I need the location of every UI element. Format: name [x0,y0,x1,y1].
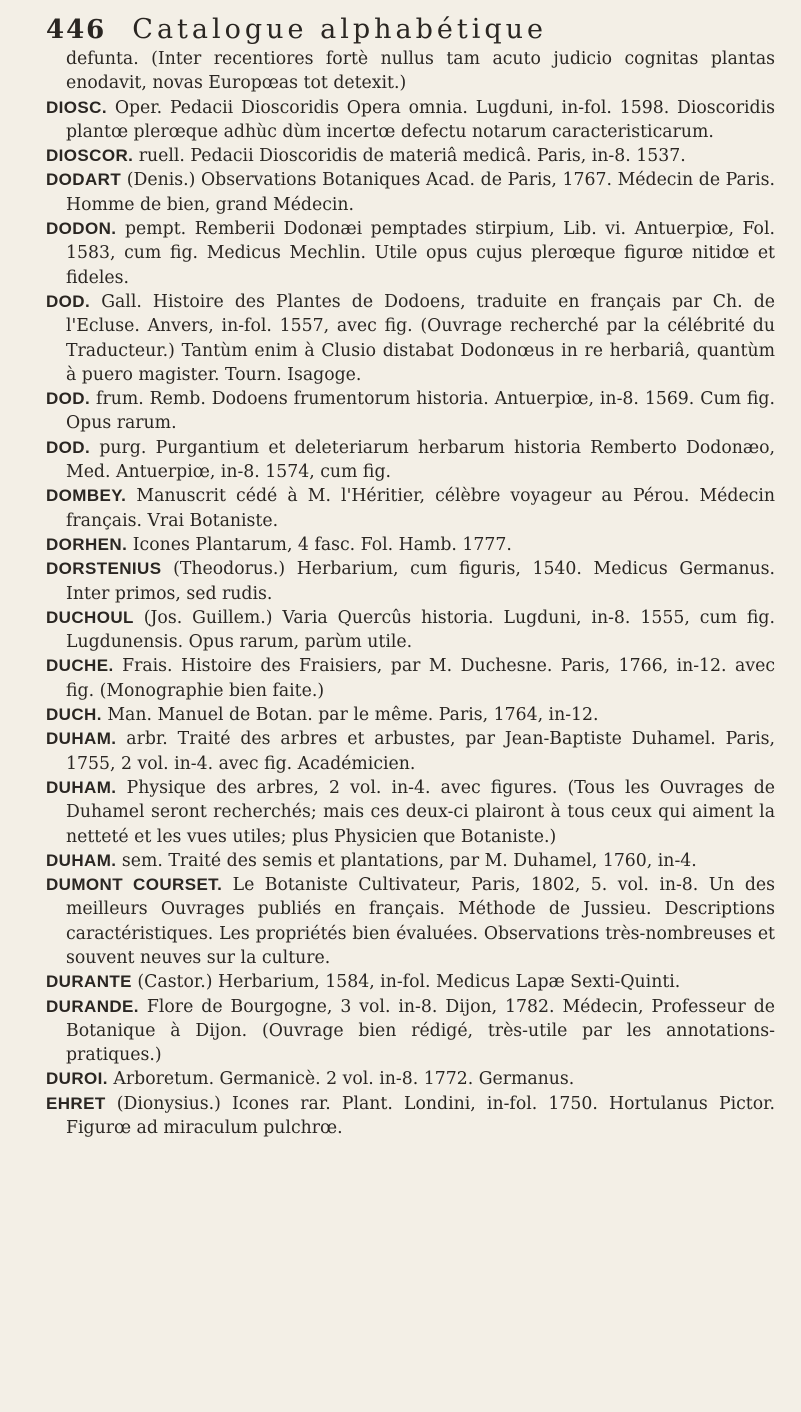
entry-heading: DODART [46,170,122,190]
entry-text: (Jos. Guillem.) Varia Quercûs historia. Lugduni, in-8. 1555, cum fig. Lugdunensis. Opus rarum, parùm utile. [66,607,775,653]
entry-heading: DOMBEY. [46,486,127,506]
entry-heading: DODON. [46,219,117,239]
entry-text: Manuscrit cédé à M. l'Héritier, célèbre voyageur au Pérou. Médecin français. Vrai Botaniste. [66,486,776,531]
running-title: Catalogue alphabétique [132,14,548,45]
entry-dodart [46,168,775,217]
entry-text: (Castor.) Herbarium, 1584, in-fol. Medicus Lapæ Sexti-Quinti. [137,972,681,993]
page-number: 446 [46,15,107,45]
entry-durande [46,995,775,1068]
entry-text: Flore de Bourgogne, 3 vol. in-8. Dijon, 1782. Médecin, Professeur de Botanique à Dijon. (Ouvrage bien rédigé, très-utile par les annotations-pratiques.) [66,996,775,1066]
entry-dumont-courset [46,873,775,970]
entry-dorhen [46,533,775,557]
entry-text: purg. Purgantium et deleteriarum herbarum historia Remberto Dodonæo, Med. Antuerpiœ, in-8. 1574, cum fig. [66,437,775,483]
entry-text: Le Botaniste Cultivateur, Paris, 1802, 5. vol. in-8. Un des meilleurs Ouvrages publiés en français. Méthode de Jussieu. Descriptions caractéristiques. Les propriétés bien évaluées. Observations très-nombreuses et souvent neuves sur la culture. [66,875,775,968]
entry-dod-purg [46,436,775,485]
entry-text: arbr. Traité des arbres et arbustes, par Jean-Baptiste Duhamel. Paris, 1755, 2 vol. in-4. avec fig. Académicien. [66,729,775,774]
entry-dod-frum [46,387,775,436]
entry-heading: DORSTENIUS [46,559,162,579]
entry-duham-arbr [46,727,775,776]
entry-heading: DOD. [46,437,91,457]
entry-text: Arboretum. Germanicè. 2 vol. in-8. 1772. Germanus. [113,1069,575,1090]
entry-text: Gall. Histoire des Plantes de Dodoens, traduite en français par Ch. de l'Ecluse. Anvers, in-fol. 1557, avec fig. (Ouvrage recherché par la célébrité du Traducteur.) Tantùm enim à Clusio distabat Dodonœus in re herbariâ, quantùm à puero magister. Tourn. Isagoge. [66,291,775,385]
entry-durante [46,970,775,994]
entry-text: (Denis.) Observations Botaniques Acad. de Paris, 1767. Médecin de Paris. Homme de bien, grand Médecin. [66,170,775,215]
entry-duch-man [46,703,775,727]
entry-ehret [46,1092,775,1141]
entry-text: Man. Manuel de Botan. par le même. Paris, 1764, in-12. [107,705,599,726]
entry-heading: DUCHE. [46,656,114,676]
page-header [46,14,775,45]
entry-duroi [46,1067,775,1091]
entry-duham-physique [46,776,775,849]
entry-text: Icones Plantarum, 4 fasc. Fol. Hamb. 1777. [132,534,512,555]
entry-heading: DUMONT COURSET. [46,875,223,895]
entry-text: pempt. Remberii Dodonæi pemptades stirpium, Lib. vi. Antuerpiœ, Fol. 1583, cum fig. Medicus Mechlin. Utile opus cujus plerœque figurœ nitidœ et fideles. [66,219,775,288]
entry-text: Oper. Pedacii Dioscoridis Opera omnia. Lugduni, in-fol. 1598. Dioscoridis plantœ plerœque adhùc dùm incertœ defectu notarum caracteristicarum. [66,97,775,142]
entry-text: ruell. Pedacii Dioscoridis de materiâ medicâ. Paris, in-8. 1537. [138,146,686,167]
entry-heading: DOD. [46,389,91,409]
entry-heading: DUHAM. [46,777,117,797]
entry-text: Physique des arbres, 2 vol. in-4. avec figures. (Tous les Ouvrages de Duhamel seront recherchés; mais ces deux-ci plairont à tous ceux qui aiment la netteté et les vues utiles; plus Physicien que Botaniste.) [66,777,776,847]
entry-dioscoridis-opera [46,96,775,145]
entry-heading: DURANDE. [46,996,139,1016]
entry-text: Frais. Histoire des Fraisiers, par M. Duchesne. Paris, 1766, in-12. avec fig. (Monographie bien faite.) [66,656,776,701]
entry-duham-sem [46,849,775,873]
entry-text: defunta. (Inter recentiores fortè nullus tam acuto judicio cognitas plantas enodavit, novas Europœas tot detexit.) [66,49,775,94]
entry-heading: DOD. [46,291,91,311]
entry-heading: DUROI. [46,1069,108,1089]
entry-dorstenius [46,557,775,606]
entry-dod-gall [46,290,775,387]
entry-heading: DURANTE [46,972,132,992]
entry-list [46,47,775,1140]
entry-heading: DORHEN. [46,534,128,554]
entry-heading: DUHAM. [46,850,117,870]
entry-dodon-pempt [46,217,775,290]
entry-heading: DIOSC. [46,97,107,117]
entry-text: (Theodorus.) Herbarium, cum figuris, 1540. Medicus Germanus. Inter primos, sed rudis. [66,559,775,604]
entry-dombey [46,484,775,533]
entry-heading: DUCH. [46,705,102,725]
entry-continuation [46,47,775,96]
entry-text: sem. Traité des semis et plantations, par M. Duhamel, 1760, in-4. [121,850,697,871]
entry-dioscoridis-ruell [46,144,775,168]
entry-duche-frais [46,654,775,703]
entry-text: (Dionysius.) Icones rar. Plant. Londini, in-fol. 1750. Hortulanus Pictor. Figurœ ad miraculum pulchrœ. [66,1093,775,1139]
entry-heading: DUHAM. [46,729,117,749]
entry-heading: DIOSCOR. [46,146,134,166]
entry-heading: DUCHOUL [46,607,134,627]
entry-heading: EHRET [46,1093,106,1113]
entry-text: frum. Remb. Dodoens frumentorum historia. Antuerpiœ, in-8. 1569. Cum fig. Opus rarum. [66,389,775,434]
entry-duchoul [46,606,775,655]
